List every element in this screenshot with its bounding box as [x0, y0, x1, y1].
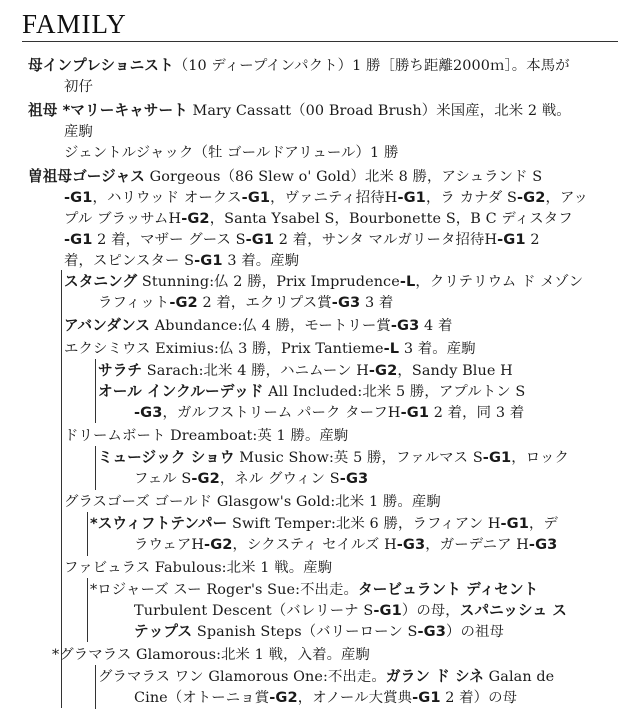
bold-text-run: -G1	[397, 189, 426, 206]
text-run: 2 着，マザー グース S	[92, 232, 246, 248]
text-run: 3 着。産駒	[222, 253, 300, 269]
text-run: プル ブラッサムH	[64, 211, 182, 227]
text-run: Sarach:北米 4 勝，ハニムーン H	[142, 363, 369, 379]
text-run: Swift Temper:北米 6 勝，ラフィアン H	[227, 516, 501, 532]
text-line	[64, 230, 540, 250]
text-line	[64, 122, 93, 142]
text-line	[90, 580, 538, 600]
text-run: Cine（オトーニョ賞	[134, 690, 270, 706]
bold-text-run: -G1	[400, 404, 430, 421]
bold-text-run: -G3	[396, 536, 426, 553]
text-run: 着，スピンスター S	[64, 253, 195, 269]
bold-text-run: -G1	[245, 231, 275, 248]
text-line	[64, 251, 299, 271]
text-run: Galan de	[484, 669, 555, 685]
text-run: 4 着	[419, 318, 453, 334]
text-line	[52, 645, 370, 665]
bold-text-run: スパニッシュ ス	[459, 602, 567, 619]
text-run: 2	[525, 232, 540, 248]
text-run: （10 ディープインパクト）1 勝［勝ち距離2000ｍ］。本馬が	[173, 58, 570, 74]
bold-text-run: オール インクルーデッド	[98, 383, 264, 400]
bold-text-run: -G3	[528, 536, 558, 553]
text-run: Abundance:仏 4 勝，モートリー賞	[150, 318, 391, 334]
text-run: ファビュラス Fabulous:北米 1 戦。産駒	[64, 560, 333, 576]
text-run: 2 着，エクリプス賞	[197, 295, 332, 311]
text-run: Stunning:仏 2 勝，Prix Imprudence	[137, 274, 400, 290]
text-run: ジェントルジャック（牡 ゴールドアリュール）1 勝	[64, 145, 399, 161]
bold-text-run: *スウィフトテンパー	[90, 515, 228, 532]
text-run: ，ロック	[511, 450, 569, 466]
bold-text-run: -G1	[373, 602, 402, 619]
bold-text-run: -G3	[339, 470, 369, 487]
text-run: ，ガーデニア H	[425, 537, 529, 553]
text-line	[64, 492, 441, 512]
bold-text-run: -G1	[64, 189, 93, 206]
text-line	[64, 558, 332, 578]
text-line	[98, 667, 554, 687]
text-run: ，ネル グウィン S	[219, 471, 340, 487]
text-line	[64, 316, 452, 336]
text-line	[28, 167, 542, 187]
text-run: ドリームボート Dreamboat:英 1 勝。産駒	[64, 428, 349, 444]
text-run: Spanish Steps（バリーローン S	[192, 624, 418, 640]
text-run: フェル S	[134, 471, 192, 487]
offspring-bar-3	[95, 446, 96, 490]
bold-text-run: -G2	[516, 189, 546, 206]
bold-text-run: -G1	[241, 189, 271, 206]
bold-text-run: -G1	[500, 515, 530, 532]
bold-text-run: -G3	[417, 623, 446, 640]
bold-text-run: -G2	[204, 536, 233, 553]
text-run: All Included:北米 5 勝，アプルトン S	[263, 384, 526, 400]
text-line	[134, 601, 567, 621]
bold-text-run: -G2	[368, 362, 398, 379]
offspring-bar-6	[95, 665, 96, 709]
text-line	[98, 382, 525, 402]
bold-text-run: サラチ	[98, 362, 143, 379]
bold-text-run: 祖母 *マリーキャサート	[28, 102, 188, 119]
text-run: グラマラス ワン Glamorous One:不出走。	[98, 669, 386, 685]
text-run: *ロジャーズ スー Roger's Sue:不出走。	[90, 582, 359, 598]
bold-text-run: -G1	[64, 231, 93, 248]
text-run: ）の祖母	[445, 624, 504, 640]
text-run: グラスゴーズ ゴールド Glasgow's Gold:北米 1 勝。産駒	[64, 494, 441, 510]
text-run: ）の母，	[401, 603, 460, 619]
bold-text-run: タービュラント ディセント	[358, 581, 539, 598]
text-line	[28, 56, 570, 76]
text-run: ，オノール大賞典	[297, 690, 413, 706]
bold-text-run: -G1	[497, 231, 526, 248]
text-line	[64, 426, 348, 446]
text-run: 2 着，サンタ マルガリータ招待H	[274, 232, 498, 248]
bold-text-run: スタニング	[64, 273, 138, 290]
heading-rule	[22, 41, 618, 42]
text-line	[134, 535, 557, 555]
bold-text-run: アバンダンス	[64, 317, 151, 334]
bold-text-run: -G2	[269, 689, 298, 706]
bold-text-run: ミュージック ショウ	[98, 449, 235, 466]
text-line	[134, 469, 368, 489]
text-run: ラフィット	[98, 295, 170, 311]
text-run: ，ラ カナダ S	[425, 190, 517, 206]
text-run: ，クリテリウム ド メゾン	[415, 274, 584, 290]
text-line	[64, 209, 573, 229]
text-line	[28, 101, 571, 121]
offspring-bar-4	[87, 512, 88, 556]
bold-text-run: テップス	[134, 623, 193, 640]
bold-text-run: -G2	[181, 210, 210, 227]
text-line	[64, 272, 583, 292]
text-run: *グラマラス Glamorous:北米 1 戦，入着。産駒	[52, 647, 371, 663]
text-line	[64, 188, 588, 208]
text-run: 2 着）の母	[440, 690, 518, 706]
text-run: 産駒	[64, 124, 93, 140]
text-line	[98, 361, 513, 381]
text-line	[90, 514, 558, 534]
text-run: ，Sandy Blue H	[397, 363, 513, 379]
text-line	[98, 293, 393, 313]
text-run: 3 着	[360, 295, 394, 311]
bold-text-run: -G3	[390, 317, 420, 334]
text-run: 初仔	[64, 79, 93, 95]
bold-text-run: 母インプレショニスト	[28, 57, 174, 74]
text-run: ，デ	[529, 516, 558, 532]
text-line	[134, 403, 524, 423]
bold-text-run: 曽祖母ゴージャス	[28, 168, 145, 185]
bold-text-run: -L	[399, 273, 416, 290]
text-run: ，シクスティ セイルズ H	[232, 537, 397, 553]
bold-text-run: -G1	[482, 449, 512, 466]
text-run: ，ガルフストリーム パーク ターフH	[162, 405, 401, 421]
text-line	[134, 622, 504, 642]
text-run: Mary Cassatt（00 Broad Brush）米国産，北米 2 戦。	[187, 103, 571, 119]
text-run: Gorgeous（86 Slew o' Gold）北米 8 勝，アシュランド S	[144, 169, 543, 185]
text-run: ，ヴァニティ招待H	[270, 190, 398, 206]
bold-text-run: -G3	[331, 294, 361, 311]
text-run: ラウェアH	[134, 537, 205, 553]
bold-text-run: -G3	[134, 404, 163, 421]
text-line	[98, 448, 569, 468]
text-line	[64, 339, 476, 359]
text-run: ，Santa Ysabel S，Bourbonette S，B C ディスタフ	[209, 211, 573, 227]
text-line	[64, 77, 93, 97]
text-run: ，アッ	[545, 190, 588, 206]
bold-text-run: -G1	[194, 252, 223, 269]
offspring-bar-2	[95, 359, 96, 423]
bold-text-run: -G1	[412, 689, 441, 706]
text-run: 2 着，同 3 着	[429, 405, 525, 421]
bold-text-run: -G2	[169, 294, 198, 311]
text-line	[64, 143, 398, 163]
bold-text-run: -L	[383, 340, 400, 357]
section-heading: FAMILY	[22, 9, 127, 39]
bold-text-run: -G2	[191, 470, 220, 487]
text-line	[134, 688, 517, 708]
bold-text-run: ガラン ド シネ	[385, 668, 484, 685]
offspring-bar-1	[61, 270, 62, 708]
offspring-bar-5	[87, 578, 88, 642]
text-run: Turbulent Descent（バレリーナ S	[134, 603, 374, 619]
text-run: 3 着。産駒	[399, 341, 476, 357]
text-run: エクシミウス Eximius:仏 3 勝，Prix Tantieme	[64, 341, 384, 357]
text-run: Music Show:英 5 勝，ファルマス S	[234, 450, 483, 466]
text-run: ，ハリウッド オークス	[92, 190, 242, 206]
